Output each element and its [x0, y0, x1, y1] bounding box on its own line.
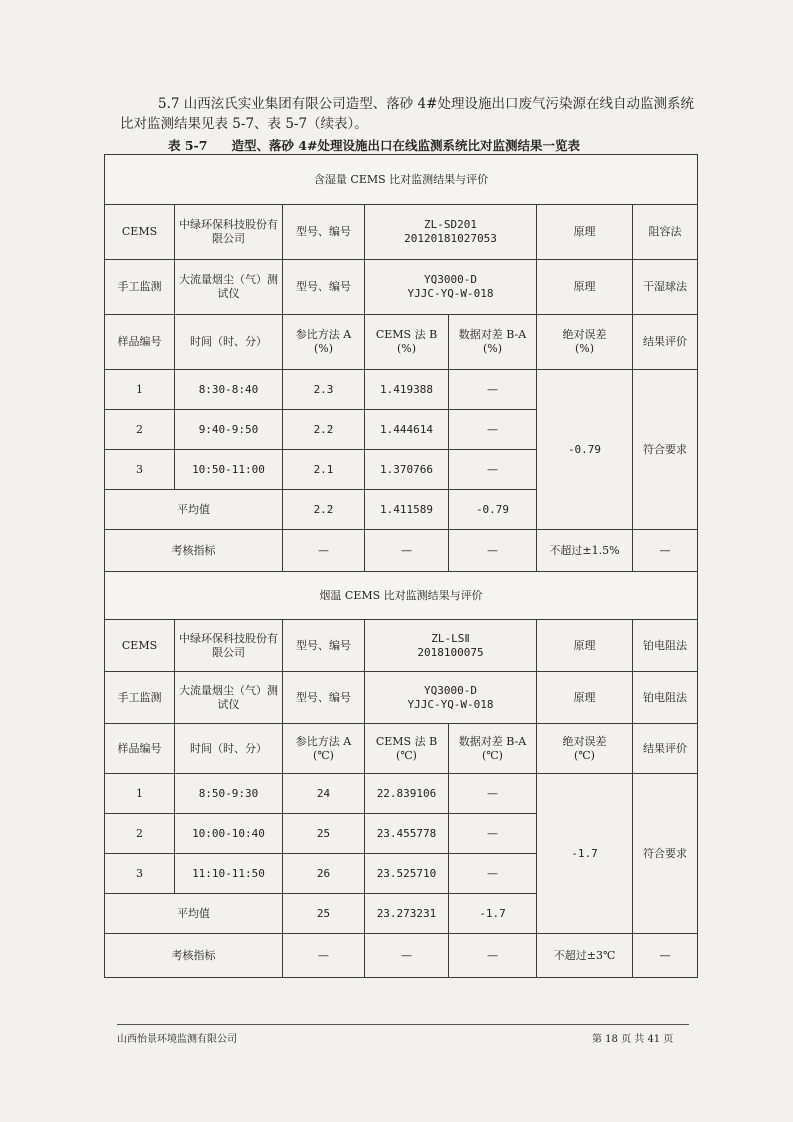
abs-error-value: -1.7 [537, 774, 633, 934]
header-abs-error [537, 315, 633, 370]
average-b: 23.273231 [365, 894, 449, 934]
header-sample: 样品编号 [105, 315, 175, 370]
criteria-a: — [283, 530, 365, 572]
value-diff: — [449, 450, 537, 490]
sample-id: 1 [105, 774, 175, 814]
manual-label: 手工监测 [105, 672, 175, 724]
header-diff [449, 724, 537, 774]
value-a: 24 [283, 774, 365, 814]
footer-page-number: 第 18 页 共 41 页 [592, 1034, 674, 1045]
criteria-row [105, 934, 698, 978]
criteria-label: 考核指标 [105, 530, 283, 572]
cems-label: CEMS [105, 205, 175, 260]
header-method-a [283, 724, 365, 774]
moisture-header-row [105, 315, 698, 370]
manual-model-number: YQ3000-D [424, 273, 477, 286]
criteria-row [105, 530, 698, 572]
value-diff: — [449, 774, 537, 814]
model-label: 型号、编号 [283, 205, 365, 260]
value-b: 23.455778 [365, 814, 449, 854]
value-a: 26 [283, 854, 365, 894]
header-method-a-unit: (℃) [313, 748, 334, 762]
manual-instrument: 大流量烟尘（气）测试仪 [175, 260, 283, 315]
manual-serial-number: YJJC-YQ-W-018 [407, 697, 494, 711]
header-method-a-label: 参比方法 A [295, 734, 352, 748]
sample-id: 2 [105, 410, 175, 450]
header-abs-error [537, 724, 633, 774]
sample-time: 10:00-10:40 [175, 814, 283, 854]
principle-label: 原理 [537, 620, 633, 672]
sample-time: 9:40-9:50 [175, 410, 283, 450]
principle-label: 原理 [537, 260, 633, 315]
header-method-a-label: 参比方法 A [295, 328, 352, 341]
manual-label: 手工监测 [105, 260, 175, 315]
comparison-table [104, 154, 698, 978]
evaluation-value: 符合要求 [633, 774, 698, 934]
average-diff: -1.7 [449, 894, 537, 934]
header-evaluation: 结果评价 [633, 724, 698, 774]
header-abs-error-label: 绝对误差 [562, 328, 607, 341]
value-diff: — [449, 854, 537, 894]
average-diff: -0.79 [449, 490, 537, 530]
header-cems-b-unit: (℃) [396, 748, 417, 762]
criteria-label: 考核指标 [105, 934, 283, 978]
criteria-b: — [365, 530, 449, 572]
table-caption [168, 136, 604, 154]
sample-time: 8:30-8:40 [175, 370, 283, 410]
criteria-limit: 不超过±1.5% [537, 530, 633, 572]
evaluation-value: 符合要求 [633, 370, 698, 530]
sample-id: 3 [105, 854, 175, 894]
header-sample: 样品编号 [105, 724, 175, 774]
cems-serial-number: 20120181027053 [404, 232, 497, 245]
header-evaluation: 结果评价 [633, 315, 698, 370]
value-b: 22.839106 [365, 774, 449, 814]
temperature-header-row [105, 724, 698, 774]
header-diff-unit: (%) [482, 342, 503, 355]
value-diff: — [449, 410, 537, 450]
header-cems-b-label: CEMS 法 B [375, 328, 438, 341]
footer-company: 山西怡景环境监测有限公司 [117, 1034, 237, 1045]
sample-id: 1 [105, 370, 175, 410]
intro-paragraph: 5.7 山西泫氏实业集团有限公司造型、落砂 4#处理设施出口废气污染源在线自动监测系统比对监测结果见表 5-7、表 5-7（续表）。 [120, 96, 694, 132]
cems-principle: 铂电阻法 [633, 620, 698, 672]
header-diff-label: 数据对差 B-A [458, 734, 527, 748]
cems-model [365, 205, 537, 260]
cems-principle: 阻容法 [633, 205, 698, 260]
cems-label: CEMS [105, 620, 175, 672]
criteria-a: — [283, 934, 365, 978]
principle-label: 原理 [537, 205, 633, 260]
cems-vendor: 中绿环保科技股份有限公司 [175, 620, 283, 672]
model-label: 型号、编号 [283, 672, 365, 724]
model-label: 型号、编号 [283, 620, 365, 672]
table-row [105, 774, 698, 814]
manual-model [365, 260, 537, 315]
header-diff-unit: (℃) [482, 748, 503, 762]
moisture-manual-row [105, 260, 698, 315]
criteria-b: — [365, 934, 449, 978]
cems-serial-number: 2018100075 [417, 645, 484, 659]
sample-time: 11:10-11:50 [175, 854, 283, 894]
criteria-diff: — [449, 530, 537, 572]
header-diff [449, 315, 537, 370]
criteria-diff: — [449, 934, 537, 978]
sample-time: 10:50-11:00 [175, 450, 283, 490]
header-cems-b [365, 724, 449, 774]
average-label: 平均值 [105, 894, 283, 934]
header-abs-error-unit: (℃) [574, 748, 595, 762]
footer-divider [117, 1024, 689, 1025]
average-label: 平均值 [105, 490, 283, 530]
sample-time: 8:50-9:30 [175, 774, 283, 814]
temperature-section-title: 烟温 CEMS 比对监测结果与评价 [105, 572, 698, 620]
sample-id: 2 [105, 814, 175, 854]
cems-model-number: ZL-LSⅡ [431, 631, 470, 645]
value-diff: — [449, 370, 537, 410]
value-b: 1.419388 [365, 370, 449, 410]
cems-model [365, 620, 537, 672]
manual-serial-number: YJJC-YQ-W-018 [407, 287, 494, 300]
criteria-limit: 不超过±3℃ [537, 934, 633, 978]
temperature-manual-row [105, 672, 698, 724]
criteria-eval: — [633, 530, 698, 572]
header-method-a [283, 315, 365, 370]
header-time: 时间（时、分） [175, 724, 283, 774]
header-time: 时间（时、分） [175, 315, 283, 370]
table-title: 造型、落砂 4#处理设施出口在线监测系统比对监测结果一览表 [231, 138, 580, 153]
header-method-a-unit: (%) [313, 342, 334, 355]
header-cems-b-unit: (%) [396, 342, 417, 355]
value-a: 2.3 [283, 370, 365, 410]
criteria-eval: — [633, 934, 698, 978]
value-diff: — [449, 814, 537, 854]
model-label: 型号、编号 [283, 260, 365, 315]
moisture-cems-row [105, 205, 698, 260]
manual-instrument: 大流量烟尘（气）测试仪 [175, 672, 283, 724]
manual-principle: 干湿球法 [633, 260, 698, 315]
cems-model-number: ZL-SD201 [424, 218, 477, 231]
manual-model [365, 672, 537, 724]
manual-principle: 铂电阻法 [633, 672, 698, 724]
header-diff-label: 数据对差 B-A [458, 328, 527, 341]
table-number: 表 5-7 [168, 138, 208, 153]
value-a: 2.2 [283, 410, 365, 450]
value-a: 2.1 [283, 450, 365, 490]
average-a: 2.2 [283, 490, 365, 530]
header-cems-b-label: CEMS 法 B [375, 734, 438, 748]
value-a: 25 [283, 814, 365, 854]
value-b: 1.370766 [365, 450, 449, 490]
header-abs-error-unit: (%) [574, 342, 595, 355]
header-cems-b [365, 315, 449, 370]
table-row [105, 370, 698, 410]
average-a: 25 [283, 894, 365, 934]
value-b: 23.525710 [365, 854, 449, 894]
cems-vendor: 中绿环保科技股份有限公司 [175, 205, 283, 260]
header-abs-error-label: 绝对误差 [562, 734, 607, 748]
value-b: 1.444614 [365, 410, 449, 450]
sample-id: 3 [105, 450, 175, 490]
principle-label: 原理 [537, 672, 633, 724]
manual-model-number: YQ3000-D [424, 683, 477, 697]
moisture-section-title: 含湿量 CEMS 比对监测结果与评价 [105, 155, 698, 205]
abs-error-value: -0.79 [537, 370, 633, 530]
average-b: 1.411589 [365, 490, 449, 530]
temperature-cems-row [105, 620, 698, 672]
